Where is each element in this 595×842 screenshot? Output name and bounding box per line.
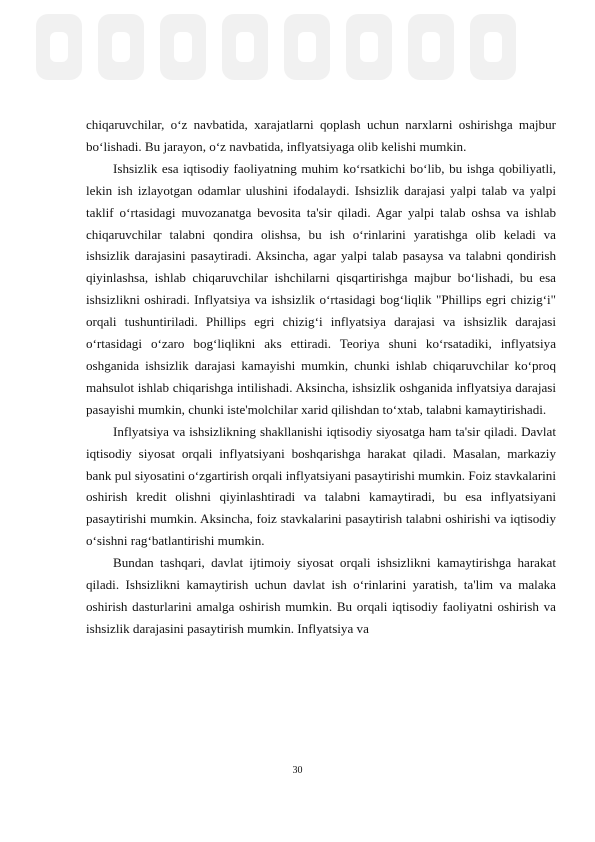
watermark-logo	[0, 0, 595, 100]
document-body	[86, 114, 556, 640]
paragraph-economic-policy: Inflyatsiya va ishsizlikning shakllanishi iqtisodiy siyosatga ham ta'sir qiladi. Davlat iqtisodiy siyosat orqali inflyatsiyani boshqarishga harakat qiladi. Masalan, markaziy bank pul siyosatini o‘zgartirish orqali inflyatsiyani pasaytirishi mumkin. Foiz stavkalarini oshirish kredit olishni qiyinlashtiradi va talabni kamaytiradi, bu esa inflyatsiyani pasaytirishi mumkin. Aksincha, foiz stavkalarini pasaytirish talabni oshirishi va iqtisodiy o‘sishni rag‘batlantirishi mumkin.	[86, 423, 556, 549]
paragraph-continuation: chiqaruvchilar, o‘z navbatida, xarajatlarni qoplash uchun narxlarni oshirishga majbur bo‘lishadi. Bu jarayon, o‘z navbatida, inflyatsiyaga olib kelishi mumkin.	[86, 117, 556, 154]
page-number: 30	[292, 765, 303, 776]
paragraph-social-policy: Bundan tashqari, davlat ijtimoiy siyosat orqali ishsizlikni kamaytirishga harakat qiladi. Ishsizlikni kamaytirish uchun davlat ish o‘rinlarini yaratish, ta'lim va malaka oshirish dasturlarini amalga oshirish mumkin. Bu orqali iqtisodiy faoliyatni oshirish va ishsizlik darajasini pasaytirish mumkin. Inflyatsiya va	[86, 555, 556, 636]
paragraph-unemployment: Ishsizlik esa iqtisodiy faoliyatning muhim ko‘rsatkichi bo‘lib, bu ishga qobiliyatli, lekin ish izlayotgan odamlar ulushini ifodalaydi. Ishsizlik darajasi yalpi talab va yalpi taklif o‘rtasidagi muvozanatga bevosita ta'sir qiladi. Agar yalpi talab oshsa va ishlab chiqaruvchilar talabni qondira olishsa, bu ish o‘rinlarini yaratishga olib keladi va ishsizlik darajasini pasaytiradi. Aksincha, agar yalpi talab pasaysa va talabni qondirish qiyinlashsa, ishlab chiqaruvchilar ishchilarni qisqartirishga majbur bo‘lishadi, bu esa ishsizlikni oshiradi. Inflyatsiya va ishsizlik o‘rtasidagi bog‘liqlik "Phillips egri chizig‘i" orqali tushuntiriladi. Phillips egri chizig‘i inflyatsiya darajasi va ishsizlik darajasi o‘rtasidagi o‘zaro bog‘liqlikni aks ettiradi. Teoriya shuni ko‘rsatadiki, inflyatsiya oshganida ishsizlik darajasi kamayishi mumkin, chunki ishlab chiqaruvchilar ko‘proq mahsulot ishlab chiqarishga intilishadi. Aksincha, ishsizlik oshganida inflyatsiya darajasi pasayishi mumkin, chunki iste'molchilar xarid qilishdan to‘xtab, talabni kamaytirishadi.	[86, 160, 556, 417]
